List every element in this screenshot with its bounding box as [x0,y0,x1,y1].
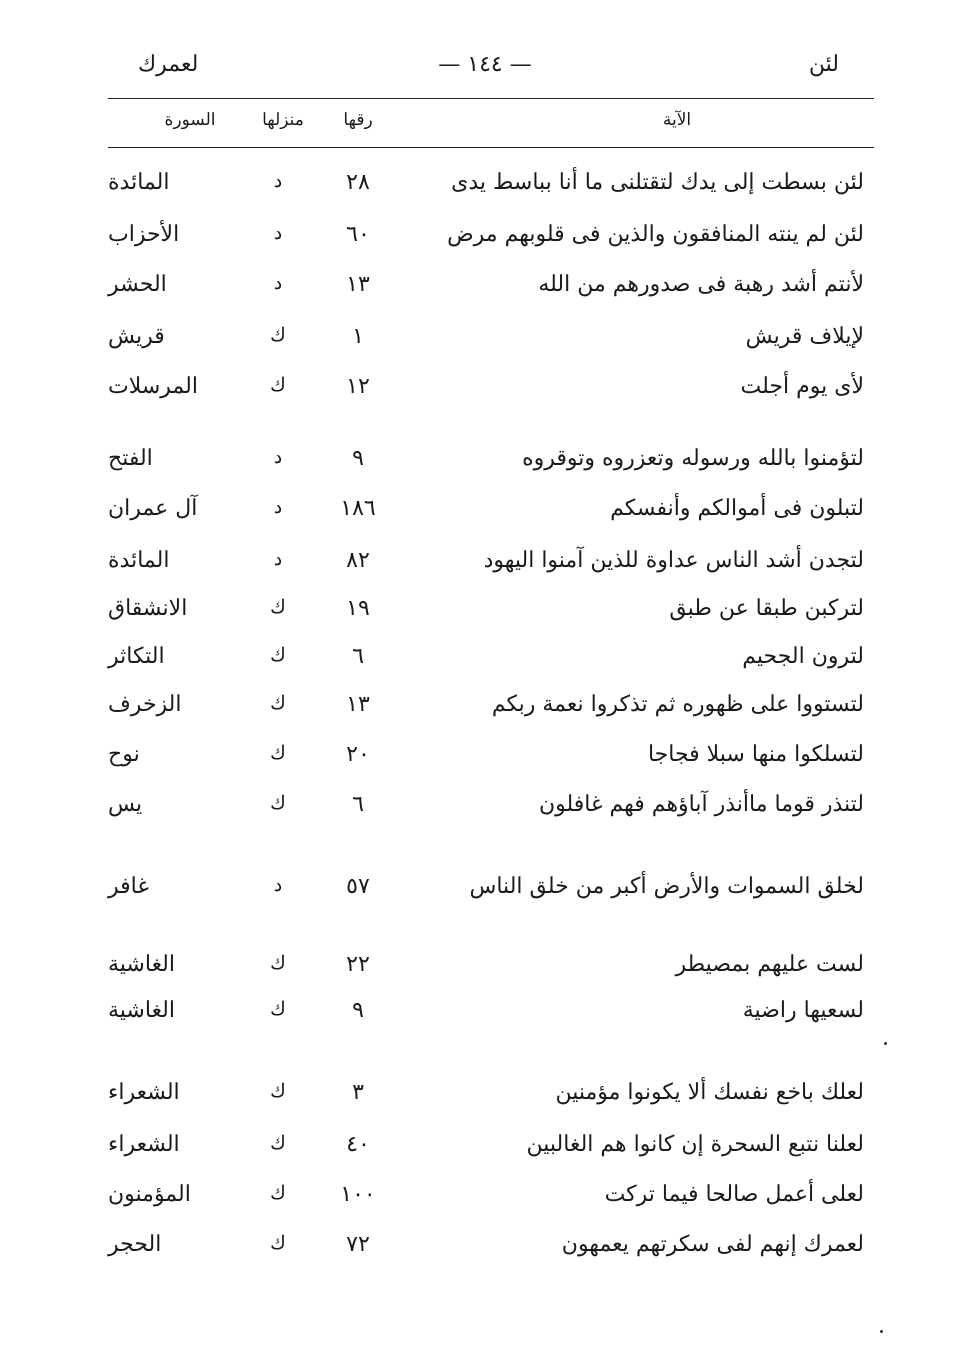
sura-name: غافر [108,874,149,899]
revelation-place: د [273,446,283,468]
sura-name: المؤمنون [108,1182,191,1207]
verse-text: لعلك باخع نفسك ألا يكونوا مؤمنين [555,1080,864,1105]
sura-name: الحشر [108,272,167,297]
verse-number: ١٣ [346,692,370,717]
sura-name: الانشقاق [108,596,188,621]
top-rule [108,98,874,99]
print-speck [880,1330,883,1333]
sura-name: المرسلات [108,374,198,399]
sura-name: آل عمران [108,496,198,521]
verse-number: ٥٧ [346,874,370,899]
sura-name: الزخرف [108,692,182,717]
table-row [108,222,874,262]
page-number: — ١٤٤ — [438,52,532,77]
sura-name: يس [108,792,143,817]
verse-text: لسعيها راضية [742,998,864,1023]
verse-text: لتسلكوا منها سبلا فجاجا [647,742,864,767]
verse-number: ٦٠ [346,222,370,247]
sura-name: قريش [108,324,165,349]
verse-text: لست عليهم بمصيطر [675,952,864,977]
revelation-place: ك [270,952,286,974]
revelation-place: ك [270,324,286,346]
verse-text: لخلق السموات والأرض أكبر من خلق الناس [469,874,864,899]
table-row [108,446,874,486]
verse-number: ٩ [352,446,364,471]
verse-text: لتنذر قوما ماأنذر آباؤهم فهم غافلون [538,792,864,817]
table-row [108,644,874,684]
table-row [108,374,874,414]
table-row [108,324,874,364]
verse-number: ٦ [352,792,364,817]
table-row [108,1182,874,1222]
sura-name: التكاثر [108,644,165,669]
sura-name: المائدة [108,548,170,573]
sura-name: الأحزاب [108,222,180,247]
revelation-place: د [273,222,283,244]
table-row [108,692,874,732]
revelation-place: ك [270,1232,286,1254]
print-speck [884,1042,887,1045]
column-header-place: منزلها [262,110,304,130]
sura-name: المائدة [108,170,170,195]
verse-text: لترون الجحيم [742,644,864,669]
verse-number: ١٠٠ [340,1182,376,1207]
verse-text: لعلى أعمل صالحا فيما تركت [604,1182,864,1207]
verse-number: ٩ [352,998,364,1023]
verse-text: لأى يوم أجلت [740,374,864,399]
revelation-place: ك [270,374,286,396]
revelation-place: ك [270,742,286,764]
revelation-place: ك [270,1182,286,1204]
table-row [108,952,874,992]
verse-text: لتستووا على ظهوره ثم تذكروا نعمة ربكم [491,692,864,717]
revelation-place: ك [270,596,286,618]
table-row [108,496,874,536]
verse-number: ٢٨ [346,170,370,195]
running-head-left: لعمرك [138,52,199,77]
column-header-sura: السورة [164,110,216,130]
verse-number: ٦ [352,644,364,669]
running-head-right: لئن [808,52,839,77]
revelation-place: ك [270,998,286,1020]
table-row [108,596,874,636]
column-header-number: رقها [343,110,373,130]
revelation-place: د [273,272,283,294]
table-row [108,1132,874,1172]
verse-text: لأنتم أشد رهبة فى صدورهم من الله [538,272,864,297]
revelation-place: د [273,874,283,896]
verse-number: ٣ [352,1080,364,1105]
verse-number: ١٩ [346,596,370,621]
table-row [108,792,874,832]
revelation-place: ك [270,1132,286,1154]
table-row [108,742,874,782]
verse-text: لتركبن طبقا عن طبق [669,596,864,621]
sura-name: نوح [108,742,140,767]
column-header-verse: الآية [662,110,692,130]
verse-number: ١٨٦ [340,496,376,521]
table-row [108,170,874,210]
sura-name: الغاشية [108,998,175,1023]
verse-text: لئن بسطت إلى يدك لتقتلنى ما أنا بباسط يدى [451,170,864,195]
sura-name: الغاشية [108,952,175,977]
table-row [108,272,874,312]
verse-text: لتجدن أشد الناس عداوة للذين آمنوا اليهود [483,548,864,573]
sura-name: الشعراء [108,1080,180,1105]
verse-number: ٧٢ [346,1232,370,1257]
verse-number: ٤٠ [346,1132,370,1157]
revelation-place: ك [270,644,286,666]
verse-text: لتؤمنوا بالله ورسوله وتعزروه وتوقروه [522,446,864,471]
table-row [108,548,874,588]
verse-text: لعمرك إنهم لفى سكرتهم يعمهون [561,1232,864,1257]
sura-name: الحجر [108,1232,162,1257]
revelation-place: د [273,170,283,192]
verse-number: ٢٠ [346,742,370,767]
revelation-place: د [273,496,283,518]
revelation-place: ك [270,792,286,814]
verse-text: لعلنا نتبع السحرة إن كانوا هم الغالبين [526,1132,864,1157]
verse-number: ١ [352,324,364,349]
verse-text: لإيلاف قريش [745,324,864,349]
revelation-place: ك [270,1080,286,1102]
sura-name: الفتح [108,446,153,471]
verse-number: ١٣ [346,272,370,297]
verse-number: ٢٢ [346,952,370,977]
verse-number: ١٢ [346,374,370,399]
table-row [108,998,874,1038]
table-row [108,1232,874,1272]
verse-text: لئن لم ينته المنافقون والذين فى قلوبهم مرض [447,222,864,247]
verse-number: ٨٢ [346,548,370,573]
header-rule [108,147,874,148]
sura-name: الشعراء [108,1132,180,1157]
revelation-place: ك [270,692,286,714]
revelation-place: د [273,548,283,570]
verse-text: لتبلون فى أموالكم وأنفسكم [610,496,864,521]
table-row [108,1080,874,1120]
table-row [108,874,874,914]
